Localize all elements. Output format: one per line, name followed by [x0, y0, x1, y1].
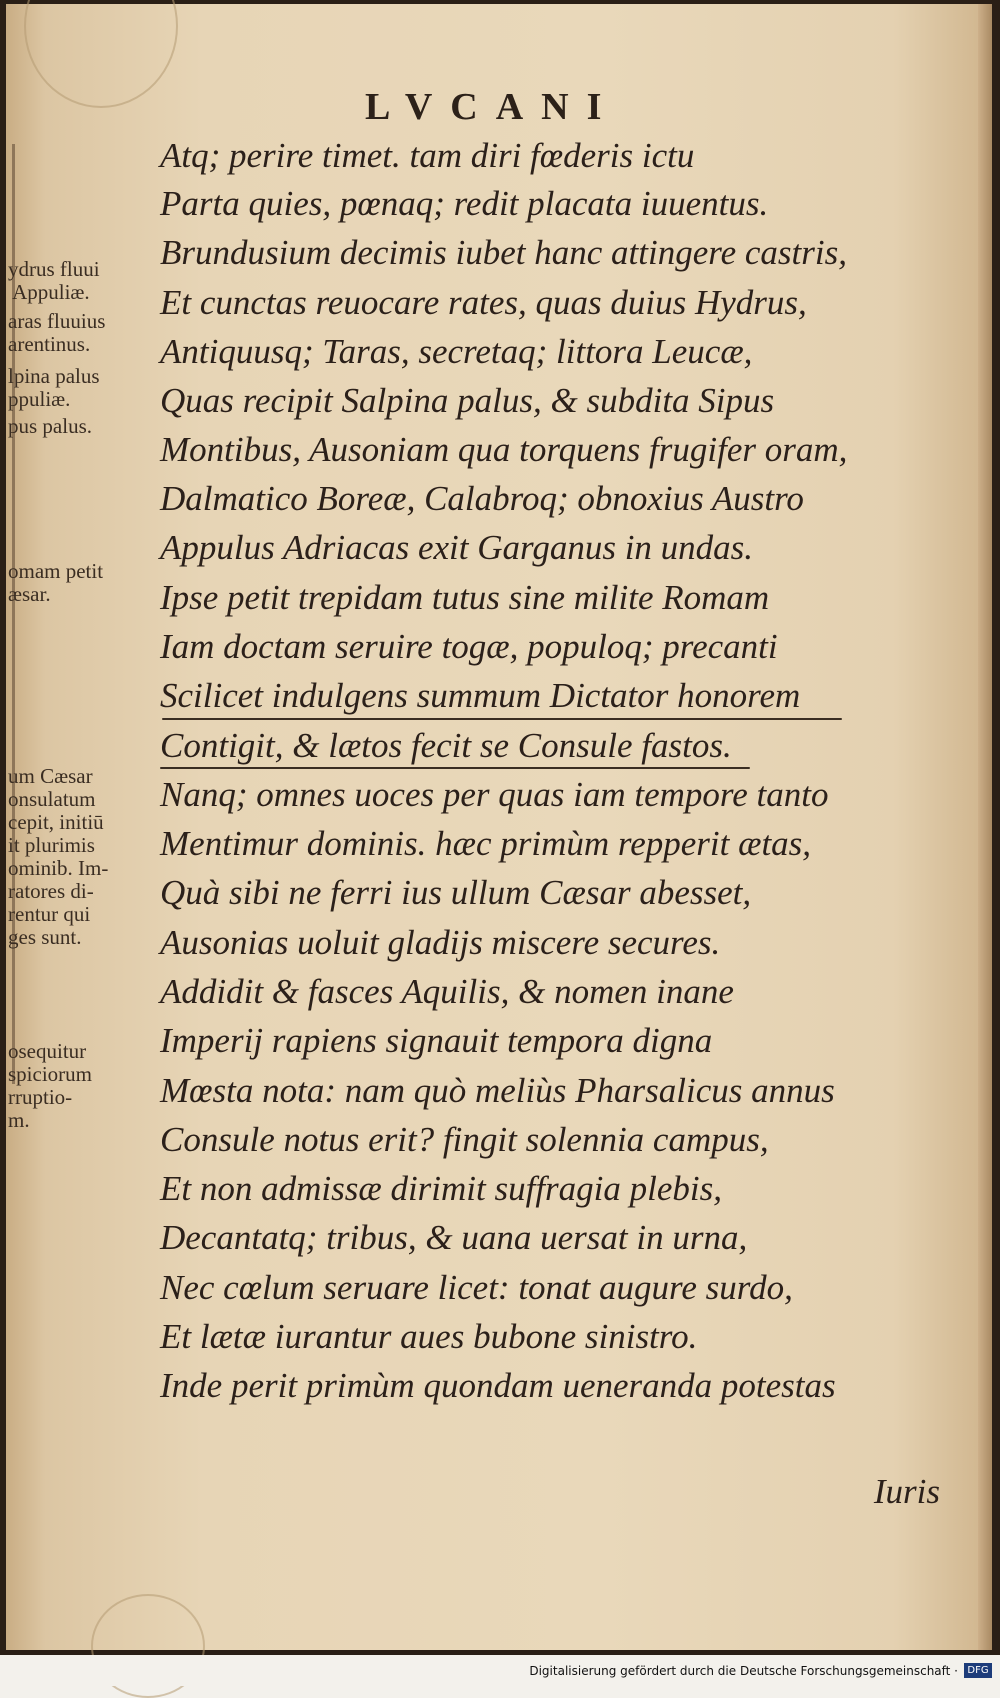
verse-line: Inde perit primùm quondam ueneranda potestas — [160, 1366, 836, 1405]
verse-line: Atq; perire timet. tam diri fœderis ictu — [160, 136, 695, 175]
verse-line: Brundusium decimis iubet hanc attingere castris, — [160, 233, 847, 272]
verse-line: Iam doctam seruire togæ, populoq; precanti — [160, 627, 778, 666]
verse-line: Et lætæ iurantur aues bubone sinistro. — [160, 1317, 698, 1356]
verse-line: Scilicet indulgens summum Dictator honorem — [160, 676, 801, 715]
marginal-gloss: aras fluuius arentinus. — [8, 309, 106, 356]
verse-line: Contigit, & lætos fecit se Consule fastos. — [160, 726, 732, 765]
marginal-gloss: omam petit æsar. — [8, 559, 104, 606]
verse-line: Nec cœlum seruare licet: tonat augure surdo, — [160, 1268, 793, 1307]
verse-line: Parta quies, pœnaq; redit placata iuuentus. — [160, 184, 769, 223]
page-edge — [978, 4, 992, 1650]
verse-line: Ausonias uoluit gladijs miscere secures. — [160, 923, 721, 962]
marginal-gloss: um Cæsar onsulatum cepit, initiū it plurimis ominib. Im- ratores di- rentur qui ges sunt. — [8, 764, 109, 949]
marginal-gloss: pus palus. — [8, 414, 92, 438]
running-head: LVCANI — [365, 86, 620, 128]
verse-line: Mœsta nota: nam quò meliùs Pharsalicus annus — [160, 1071, 835, 1110]
footer-bar — [0, 1655, 1000, 1686]
ink-underline — [162, 718, 842, 720]
verse-line: Antiquusq; Taras, secretaq; littora Leucæ, — [160, 332, 753, 371]
verse-line: Dalmatico Boreæ, Calabroq; obnoxius Austro — [160, 479, 804, 518]
verse-line: Ipse petit trepidam tutus sine milite Romam — [160, 578, 770, 617]
verse-line: Montibus, Ausoniam qua torquens frugifer oram, — [160, 430, 848, 469]
verse-line: Quas recipit Salpina palus, & subdita Sipus — [160, 381, 775, 420]
marginal-gloss: osequitur spiciorum rruptio- m. — [8, 1039, 92, 1132]
dfg-logo: DFG — [964, 1663, 992, 1678]
verse-line: Decantatq; tribus, & uana uersat in urna, — [160, 1218, 748, 1257]
marginal-gloss: ydrus fluui Appuliæ. — [8, 257, 100, 304]
verse-line: Nanq; omnes uoces per quas iam tempore tanto — [160, 775, 829, 814]
verse-line: Appulus Adriacas exit Garganus in undas. — [160, 528, 754, 567]
verse-line: Consule notus erit? fingit solennia campus, — [160, 1120, 769, 1159]
catchword: Iuris — [873, 1472, 940, 1511]
verse-line: Et cunctas reuocare rates, quas duius Hydrus, — [160, 283, 807, 322]
paper-fold-arc — [24, 0, 178, 108]
verse-line: Imperij rapiens signauit tempora digna — [160, 1021, 713, 1060]
verse-line: Mentimur dominis. hæc primùm repperit ætas, — [160, 824, 812, 863]
ink-underline — [160, 767, 750, 769]
verse-line: Addidit & fasces Aquilis, & nomen inane — [160, 972, 734, 1011]
verse-line: Et non admissæ dirimit suffragia plebis, — [160, 1169, 722, 1208]
verse-line: Quà sibi ne ferri ius ullum Cæsar abesset, — [160, 873, 752, 912]
footer-credit: Digitalisierung gefördert durch die Deutsche Forschungsgemeinschaft · — [529, 1664, 958, 1678]
marginal-gloss: lpina palus ppuliæ. — [8, 364, 100, 411]
